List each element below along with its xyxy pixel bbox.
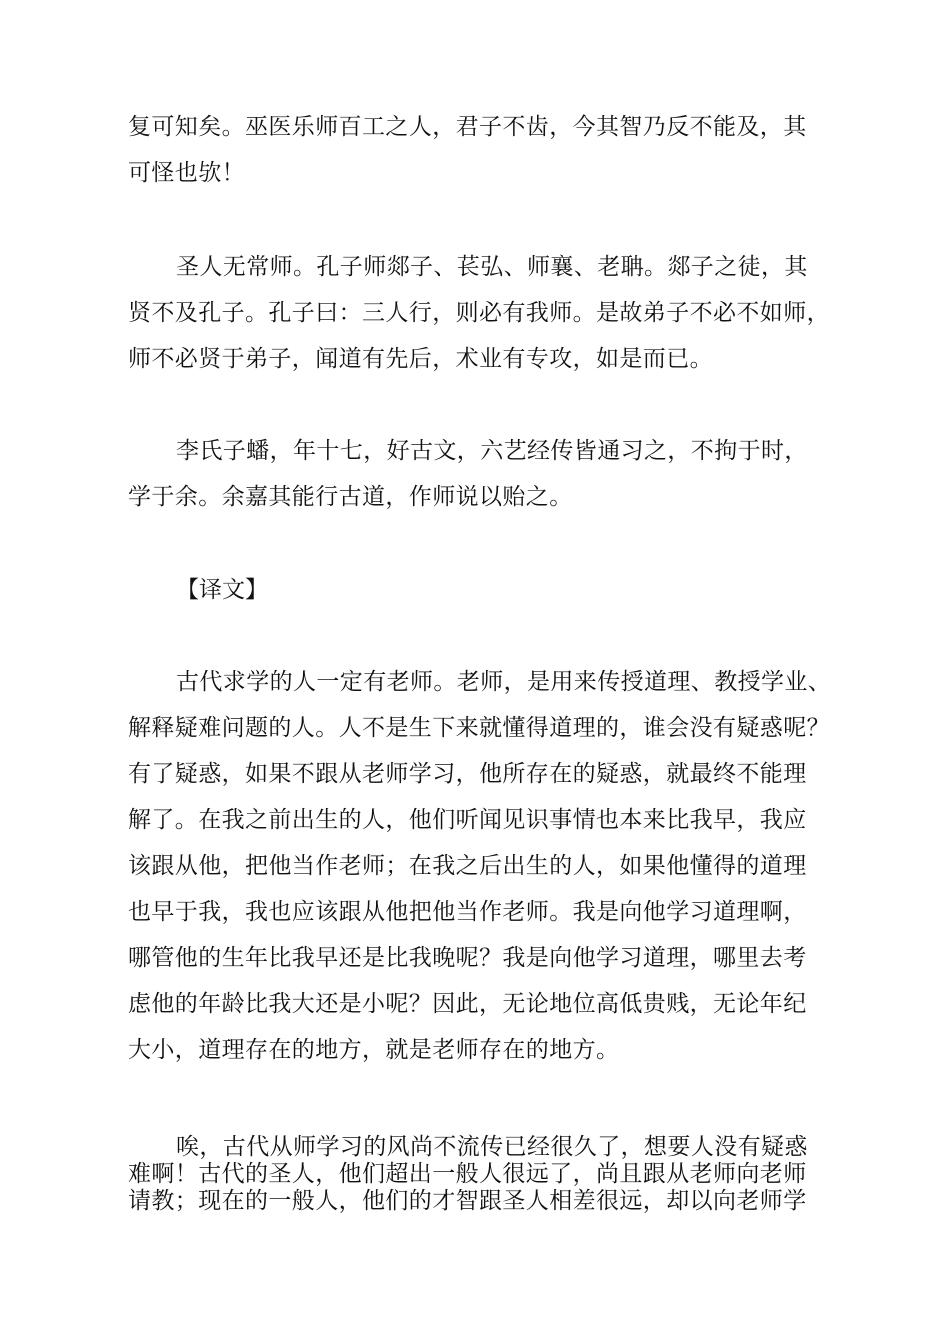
text-line: 学于余。余嘉其能行古道，作师说以贻之。 (128, 484, 573, 510)
text-line: 圣人无常师。孔子师郯子、苌弘、师襄、老聃。郯子之徒，其 (176, 254, 808, 280)
text-line: 贤不及孔子。孔子曰：三人行，则必有我师。是故弟子不必不如师， (128, 300, 830, 326)
text-line: 难啊！古代的圣人，他们超出一般人很远了，尚且跟从老师向老师 (128, 1161, 807, 1187)
text-line: 大小，道理存在的地方，就是老师存在的地方。 (128, 1037, 620, 1063)
text-line: 李氏子蟠，年十七，好古文，六艺经传皆通习之，不拘于时， (176, 438, 808, 464)
text-line: 也早于我，我也应该跟从他把他当作老师。我是向他学习道理啊， (128, 899, 807, 925)
text-line: 虑他的年龄比我大还是小呢？因此，无论地位高低贵贱，无论年纪 (128, 991, 807, 1017)
paragraph-translation-1 (128, 659, 832, 1073)
paragraph-translation-2 (128, 1134, 828, 1215)
text-line: 哪管他的生年比我早还是比我晚呢？我是向他学习道理，哪里去考 (128, 945, 807, 971)
text-line: 解释疑难问题的人。人不是生下来就懂得道理的，谁会没有疑惑呢？ (128, 715, 830, 741)
text-line: 解了。在我之前出生的人，他们听闻见识事情也本来比我早，我应 (128, 807, 807, 833)
paragraph-classical-1 (128, 104, 828, 196)
text-line: 该跟从他，把他当作老师；在我之后出生的人，如果他懂得的道理 (128, 853, 807, 879)
text-line: 有了疑惑，如果不跟从老师学习，他所存在的疑惑，就最终不能理 (128, 761, 807, 787)
section-heading-translation: 【译文】 (176, 577, 268, 603)
paragraph-classical-3 (128, 428, 828, 520)
text-line: 古代求学的人一定有老师。老师，是用来传授道理、教授学业、 (176, 669, 832, 695)
paragraph-classical-2 (128, 244, 828, 382)
text-line: 复可知矣。巫医乐师百工之人，君子不齿，今其智乃反不能及，其 (128, 114, 807, 140)
text-line: 师不必贤于弟子，闻道有先后，术业有专攻，如是而已。 (128, 346, 713, 372)
text-line: 可怪也欤！ (128, 160, 245, 186)
text-line: 唉，古代从师学习的风尚不流传已经很久了，想要人没有疑惑 (176, 1134, 808, 1160)
text-line: 请教；现在的一般人，他们的才智跟圣人相差很远，却以向老师学 (128, 1188, 807, 1214)
